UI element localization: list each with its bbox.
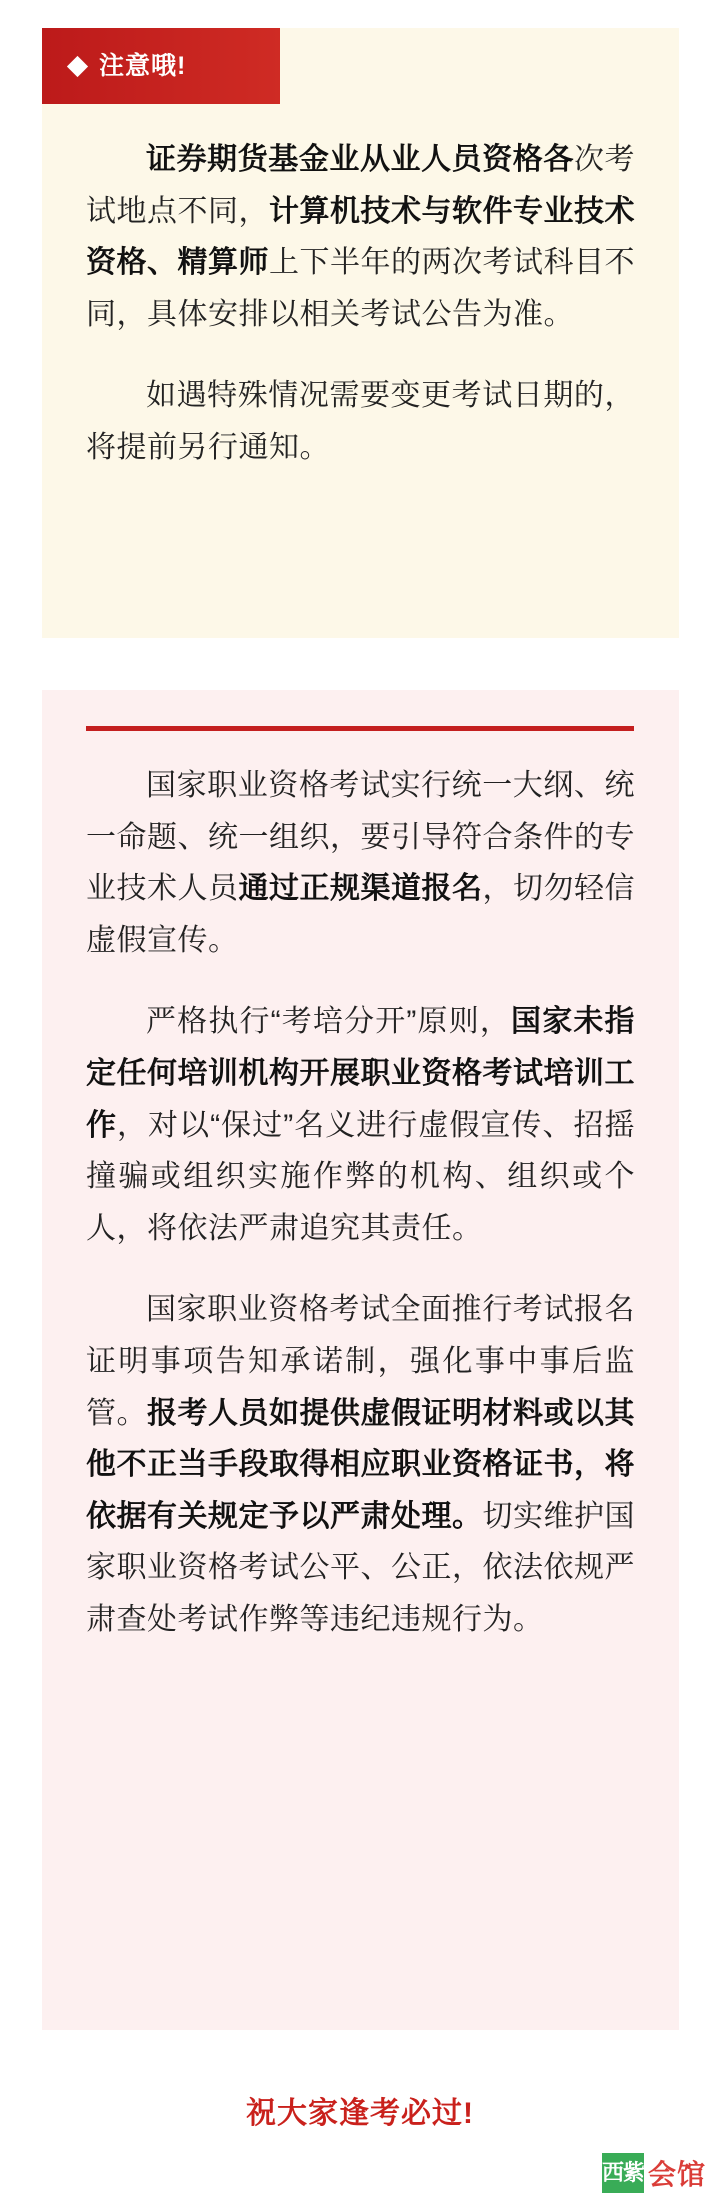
diamond-icon xyxy=(67,55,88,76)
rules-card xyxy=(42,690,679,2030)
notice-tab-label: 注意哦! xyxy=(99,51,187,80)
notice-paragraph xyxy=(86,370,635,473)
notice-body xyxy=(42,104,679,504)
body-text: 次考试地点不同， xyxy=(86,143,636,228)
body-text: 切实维护国家职业资格考试公平、公正，依法依规严肃查处考试作弊等违纪违规行为。 xyxy=(86,1499,635,1636)
notice-paragraph xyxy=(86,134,635,340)
body-text: 上下半年的两次考试科目不同，具体安排以相关考试公告为准。 xyxy=(86,246,635,331)
body-text: 严格执行“考培分开”原则， xyxy=(146,1005,512,1039)
rules-paragraph xyxy=(86,1284,635,1645)
notice-card xyxy=(42,28,679,638)
rules-body xyxy=(42,760,679,1646)
emphasis-text: 国家未指定任何培训机构开展职业资格考试培训工作 xyxy=(86,1005,636,1142)
body-text: 如遇特殊情况需要变更考试日期的，将提前另行通知。 xyxy=(86,379,635,464)
watermark xyxy=(602,2153,706,2193)
notice-tab-header xyxy=(42,28,280,104)
body-text: ，切勿轻信虚假宣传。 xyxy=(86,872,635,957)
watermark-badge: 西紫 xyxy=(602,2153,644,2193)
body-text: ，对以“保过”名义进行虚假宣传、招摇撞骗或组织实施作弊的机构、组织或个人，将依法严肃追究其责任。 xyxy=(86,1108,635,1245)
emphasis-text: 证券期货基金业从业人员资格各 xyxy=(146,143,574,176)
emphasis-text: 通过正规渠道报名 xyxy=(238,872,483,906)
watermark-text: 会馆 xyxy=(647,2159,706,2190)
emphasis-text: 计算机技术与软件专业技术资格、精算师 xyxy=(86,194,635,280)
divider-rule xyxy=(86,726,634,731)
body-text: 国家职业资格考试全面推行考试报名证明事项告知承诺制，强化事中事后监管。 xyxy=(86,1293,635,1430)
rules-paragraph xyxy=(86,760,635,966)
emphasis-text: 报考人员如提供虚假证明材料或以其他不正当手段取得相应职业资格证书，将依据有关规定予以严肃处理。 xyxy=(86,1396,635,1533)
rules-paragraph xyxy=(86,996,635,1254)
body-text: 国家职业资格考试实行统一大纲、统一命题、统一组织，要引导符合条件的专业技术人员 xyxy=(86,769,635,906)
footer-slogan: 祝大家逢考必过! xyxy=(246,2097,474,2130)
